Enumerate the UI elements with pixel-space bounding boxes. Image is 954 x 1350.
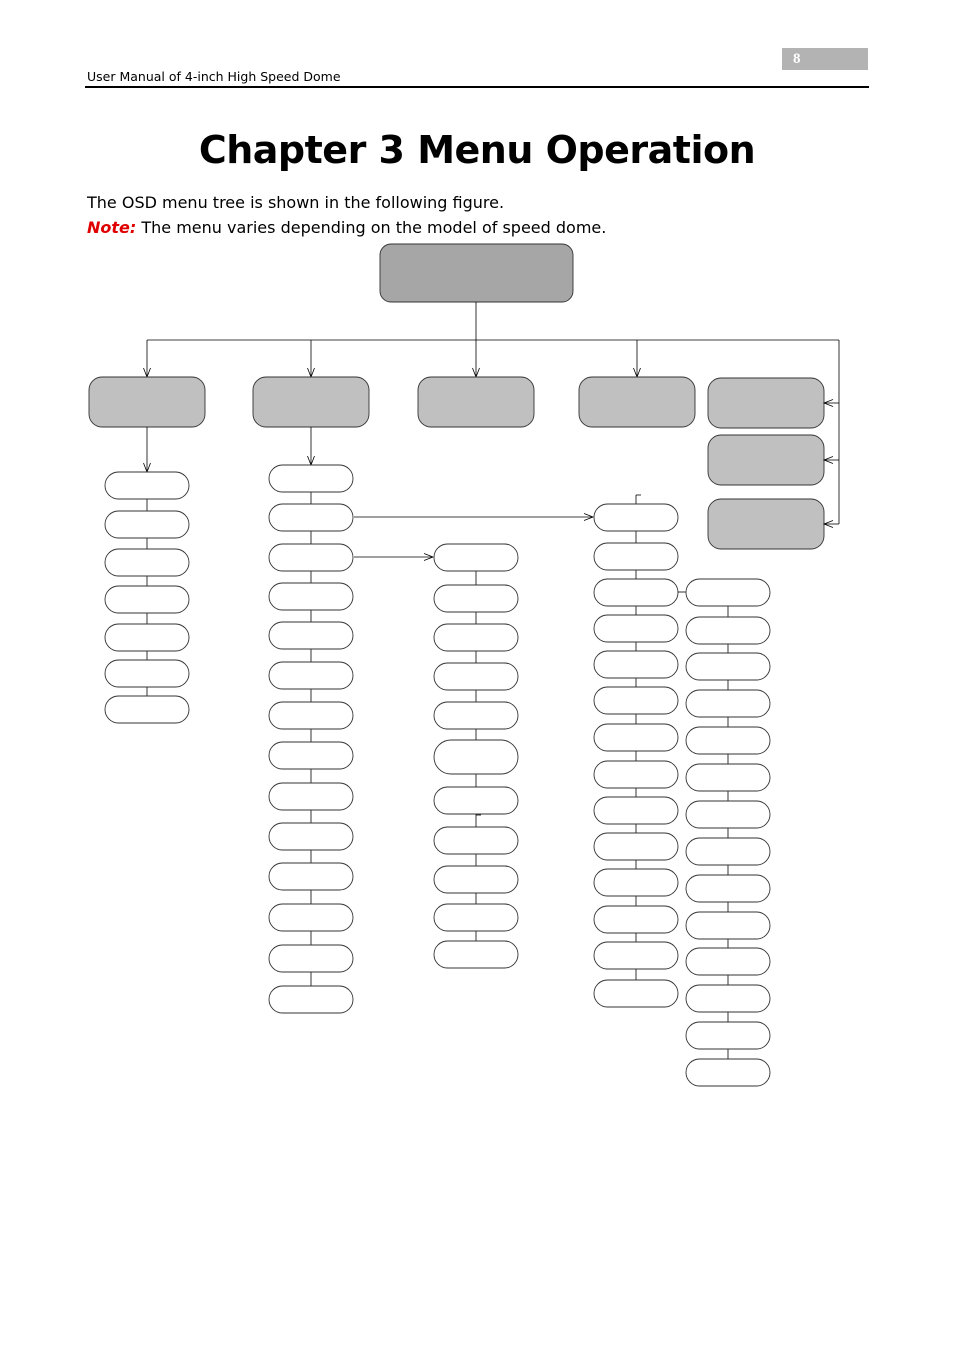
submenu-item-node: [594, 687, 678, 714]
submenu-item-node: [686, 579, 770, 606]
submenu-item-node: [269, 583, 353, 610]
main-menu-node: [579, 377, 695, 427]
note-label: Note:: [87, 218, 137, 237]
submenu-item-node: [434, 663, 518, 690]
submenu-item-node: [105, 549, 189, 576]
submenu-item-node: [594, 761, 678, 788]
running-header: User Manual of 4-inch High Speed Dome: [87, 69, 341, 84]
submenu-item-node: [105, 624, 189, 651]
submenu-item-node: [594, 833, 678, 860]
submenu-item-node: [686, 875, 770, 902]
intro-paragraph: The OSD menu tree is shown in the following figure.: [87, 193, 505, 212]
submenu-item-node: [686, 801, 770, 828]
submenu-item-node: [594, 869, 678, 896]
submenu-item-node: [594, 724, 678, 751]
submenu-item-node: [686, 838, 770, 865]
submenu-item-node: [105, 660, 189, 687]
submenu-item-node: [686, 727, 770, 754]
submenu-item-node: [269, 863, 353, 890]
main-menu-node: [708, 378, 824, 428]
main-menu-node: [708, 435, 824, 485]
submenu-item-node: [594, 504, 678, 531]
submenu-item-node: [434, 544, 518, 571]
main-menu-node: [418, 377, 534, 427]
submenu-item-node: [434, 624, 518, 651]
submenu-item-node: [686, 1059, 770, 1086]
submenu-item-node: [434, 866, 518, 893]
submenu-item-node: [594, 980, 678, 1007]
submenu-item-node: [269, 904, 353, 931]
submenu-item-node: [269, 544, 353, 571]
submenu-item-node: [686, 985, 770, 1012]
submenu-item-node: [686, 764, 770, 791]
submenu-item-node: [434, 827, 518, 854]
submenu-item-node: [434, 702, 518, 729]
page-number: 8: [782, 48, 868, 70]
submenu-item-node: [686, 653, 770, 680]
submenu-item-node: [105, 511, 189, 538]
submenu-item-node: [594, 615, 678, 642]
submenu-item-node: [434, 941, 518, 968]
submenu-item-node: [686, 617, 770, 644]
submenu-item-node: [594, 797, 678, 824]
submenu-item-node: [686, 690, 770, 717]
submenu-item-node: [594, 579, 678, 606]
submenu-item-node: [269, 742, 353, 769]
submenu-item-node: [434, 787, 518, 814]
chapter-title: Chapter 3 Menu Operation: [198, 128, 756, 172]
submenu-item-node: [269, 504, 353, 531]
submenu-item-node: [269, 622, 353, 649]
submenu-item-node: [686, 948, 770, 975]
note-text: The menu varies depending on the model of speed dome.: [136, 218, 607, 237]
submenu-item-node: [105, 586, 189, 613]
submenu-item-node: [105, 696, 189, 723]
submenu-item-node: [594, 906, 678, 933]
main-menu-node: [708, 499, 824, 549]
submenu-item-node: [269, 986, 353, 1013]
submenu-item-node: [269, 465, 353, 492]
main-menu-node: [89, 377, 205, 427]
submenu-item-node: [269, 823, 353, 850]
root-menu-node: [380, 244, 573, 302]
submenu-item-node: [686, 912, 770, 939]
submenu-item-node: [269, 662, 353, 689]
submenu-item-node: [434, 740, 518, 774]
submenu-item-node: [105, 472, 189, 499]
submenu-item-node: [686, 1022, 770, 1049]
submenu-item-node: [269, 945, 353, 972]
submenu-item-node: [434, 904, 518, 931]
submenu-item-node: [594, 651, 678, 678]
submenu-item-node: [594, 942, 678, 969]
main-menu-node: [253, 377, 369, 427]
submenu-item-node: [594, 543, 678, 570]
submenu-item-node: [269, 783, 353, 810]
submenu-item-node: [269, 702, 353, 729]
submenu-item-node: [434, 585, 518, 612]
